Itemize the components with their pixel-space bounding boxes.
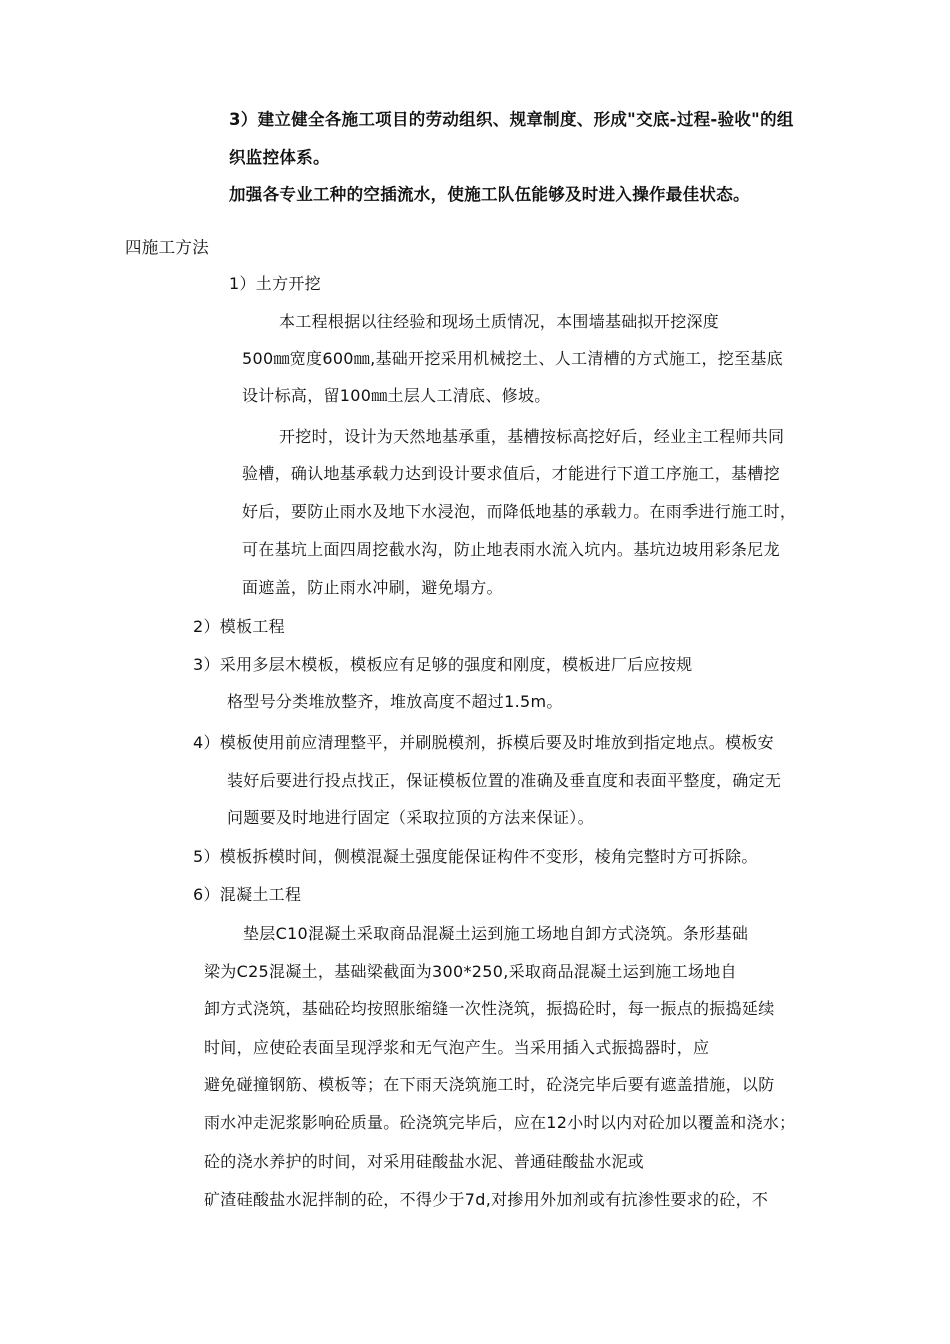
earthwork-p2-line: 可在基坑上面四周挖截水沟，防止地表雨水流入坑内。基坑边坡用彩条尼龙 (242, 540, 780, 559)
earthwork-p1-line: 500㎜宽度600㎜,基础开挖采用机械挖土、人工清槽的方式施工，挖至基底 (242, 349, 783, 368)
formwork-item3-line: 格型号分类堆放整齐，堆放高度不超过1.5m。 (227, 692, 563, 711)
concrete-line: 砼的浇水养护的时间，对采用硅酸盐水泥、普通硅酸盐水泥或 (204, 1152, 645, 1171)
concrete-line: 雨水冲走泥浆影响砼质量。砼浇筑完毕后，应在12小时以内对砼加以覆盖和浇水； (204, 1113, 796, 1132)
earthwork-p1-line: 本工程根据以往经验和现场土质情况，本围墙基础拟开挖深度 (279, 312, 720, 331)
formwork-item4-line: 问题要及时地进行固定（采取拉顶的方法来保证）。 (227, 808, 594, 827)
earthwork-p2-line: 开挖时，设计为天然地基承重，基槽按标高挖好后，经业主工程师共同 (279, 427, 785, 446)
concrete-line: 时间，应使砼表面呈现浮浆和无气泡产生。当采用插入式振捣器时，应 (204, 1038, 710, 1057)
intro-item3-line1: 3）建立健全各施工项目的劳动组织、规章制度、形成"交底-过程-验收"的组 (229, 110, 794, 129)
earthwork-p2-line: 好后，要防止雨水及地下水浸泡，而降低地基的承载力。在雨季进行施工时， (242, 502, 797, 521)
formwork-heading: 2）模板工程 (193, 617, 285, 636)
earthwork-heading: 1）土方开挖 (229, 274, 321, 293)
concrete-heading: 6）混凝土工程 (193, 885, 302, 904)
section-title: 四施工方法 (125, 238, 209, 257)
concrete-line: 垫层C10混凝土采取商品混凝土运到施工场地自卸方式浇筑。条形基础 (243, 924, 749, 943)
intro-item3-line2: 织监控体系。 (229, 148, 330, 167)
earthwork-p2-line: 面遮盖，防止雨水冲刷，避免塌方。 (242, 578, 503, 597)
concrete-line: 梁为C25混凝土，基础梁截面为300*250,采取商品混凝土运到施工场地自 (204, 962, 737, 981)
concrete-line: 卸方式浇筑，基础砼均按照胀缩缝一次性浇筑，振捣砼时，每一振点的振捣延续 (204, 999, 775, 1018)
formwork-item5: 5）模板拆模时间，侧模混凝土强度能保证构件不变形，棱角完整时方可拆除。 (193, 847, 758, 866)
concrete-line: 矿渣硅酸盐水泥拌制的砼，不得少于7d,对掺用外加剂或有抗渗性要求的砼，不 (204, 1190, 769, 1209)
earthwork-p1-line: 设计标高，留100㎜土层人工清底、修坡。 (242, 386, 551, 405)
formwork-item4-line: 4）模板使用前应清理整平，并刷脱模剂，拆模后要及时堆放到指定地点。模板安 (193, 733, 774, 752)
earthwork-p2-line: 验槽，确认地基承载力达到设计要求值后，才能进行下道工序施工，基槽挖 (242, 464, 780, 483)
formwork-item4-line: 装好后要进行投点找正，保证模板位置的准确及垂直度和表面平整度，确定无 (227, 771, 782, 790)
formwork-item3-line: 3）采用多层木模板，模板应有足够的强度和刚度，模板进厂后应按规 (193, 655, 693, 674)
concrete-line: 避免碰撞钢筋、模板等；在下雨天浇筑施工时，砼浇完毕后要有遮盖措施，以防 (204, 1075, 775, 1094)
intro-paragraph: 加强各专业工种的空插流水，使施工队伍能够及时进入操作最佳状态。 (229, 185, 750, 204)
